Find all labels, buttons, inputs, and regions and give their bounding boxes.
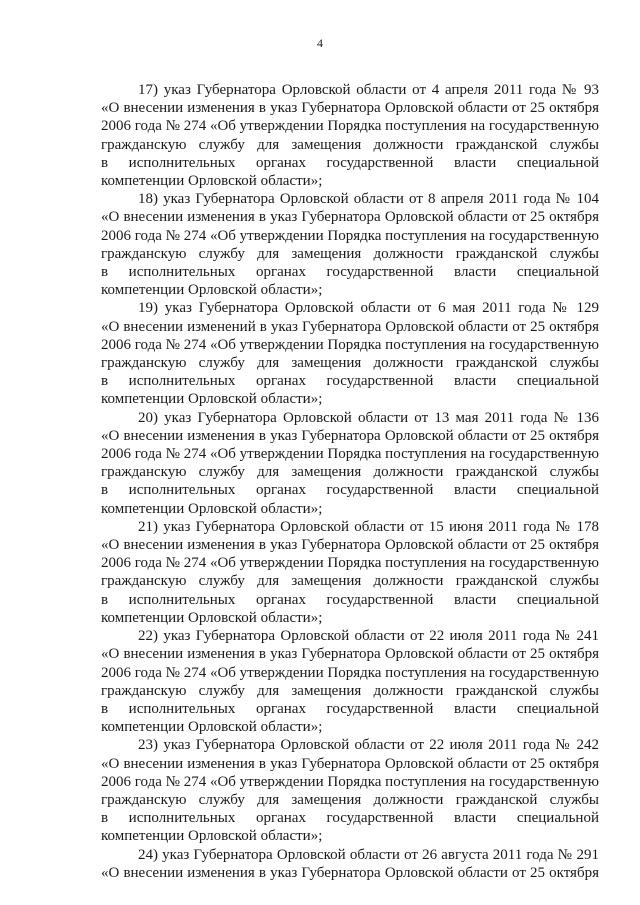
list-item	[101, 299, 599, 408]
item-line: 21) указ Губернатора Орловской области от 15 июня 2011 года № 178	[138, 518, 599, 535]
list-item	[101, 518, 599, 627]
item-line: 2006 года № 274 «Об утверждении Порядка поступления на государственную	[101, 773, 599, 790]
item-line: 22) указ Губернатора Орловской области от 22 июля 2011 года № 241	[138, 628, 599, 645]
item-line: в исполнительных органах государственной власти специальной	[101, 591, 599, 608]
item-line: гражданскую службу для замещения должности гражданской службы	[101, 245, 599, 262]
item-line: «О внесении изменения в указ Губернатора Орловской области от 25 октября	[101, 209, 599, 226]
item-line: «О внесении изменения в указ Губернатора Орловской области от 25 октября	[101, 646, 599, 663]
list-item	[101, 81, 599, 190]
document-body	[101, 81, 599, 882]
item-line: «О внесении изменения в указ Губернатора Орловской области от 25 октября	[101, 537, 599, 554]
item-line: 23) указ Губернатора Орловской области от 22 июля 2011 года № 242	[138, 737, 599, 754]
item-line: гражданскую службу для замещения должности гражданской службы	[101, 136, 599, 153]
list-item	[101, 736, 599, 845]
item-line: 2006 года № 274 «Об утверждении Порядка поступления на государственную	[101, 118, 599, 135]
item-line: гражданскую службу для замещения должности гражданской службы	[101, 464, 599, 481]
item-line: «О внесении изменения в указ Губернатора Орловской области от 25 октября	[101, 864, 599, 881]
item-line: компетенции Орловской области»;	[101, 173, 323, 190]
item-line: «О внесении изменения в указ Губернатора Орловской области от 25 октября	[101, 100, 599, 117]
item-line: компетенции Орловской области»;	[101, 391, 323, 408]
item-line: 2006 года № 274 «Об утверждении Порядка поступления на государственную	[101, 555, 599, 572]
item-line: в исполнительных органах государственной власти специальной	[101, 264, 599, 281]
item-line: 2006 года № 274 «Об утверждении Порядка поступления на государственную	[101, 336, 599, 353]
item-line: гражданскую службу для замещения должности гражданской службы	[101, 791, 599, 808]
list-item	[101, 627, 599, 736]
item-line: компетенции Орловской области»;	[101, 828, 323, 845]
item-line: 19) указ Губернатора Орловской области от 6 мая 2011 года № 129	[138, 300, 599, 317]
item-line: «О внесении изменения в указ Губернатора Орловской области от 25 октября	[101, 427, 599, 444]
item-line: 2006 года № 274 «Об утверждении Порядка поступления на государственную	[101, 664, 599, 681]
item-line: компетенции Орловской области»;	[101, 500, 323, 517]
item-line: 17) указ Губернатора Орловской области от 4 апреля 2011 года № 93	[138, 82, 599, 98]
item-line: «О внесении изменений в указ Губернатора Орловской области от 25 октября	[101, 318, 599, 335]
item-line: 24) указ Губернатора Орловской области от 26 августа 2011 года № 291	[138, 846, 599, 863]
item-line: компетенции Орловской области»;	[101, 282, 323, 299]
item-line: в исполнительных органах государственной власти специальной	[101, 810, 599, 827]
item-line: в исполнительных органах государственной власти специальной	[101, 700, 599, 717]
item-line: «О внесении изменения в указ Губернатора Орловской области от 25 октября	[101, 755, 599, 772]
list-item	[101, 409, 599, 518]
item-line: 18) указ Губернатора Орловской области от 8 апреля 2011 года № 104	[138, 191, 599, 208]
item-line: 20) указ Губернатора Орловской области от 13 мая 2011 года № 136	[138, 409, 599, 426]
item-line: 2006 года № 274 «Об утверждении Порядка поступления на государственную	[101, 227, 599, 244]
item-line: 2006 года № 274 «Об утверждении Порядка поступления на государственную	[101, 446, 599, 463]
item-line: компетенции Орловской области»;	[101, 609, 323, 626]
item-line: в исполнительных органах государственной власти специальной	[101, 154, 599, 171]
list-item	[101, 190, 599, 299]
item-line: гражданскую службу для замещения должности гражданской службы	[101, 682, 599, 699]
list-item	[101, 846, 599, 882]
item-line: гражданскую службу для замещения должности гражданской службы	[101, 355, 599, 372]
item-line: в исполнительных органах государственной власти специальной	[101, 482, 599, 499]
page-number: 4	[317, 36, 323, 50]
item-line: в исполнительных органах государственной власти специальной	[101, 373, 599, 390]
item-line: гражданскую службу для замещения должности гражданской службы	[101, 573, 599, 590]
item-line: компетенции Орловской области»;	[101, 719, 323, 736]
